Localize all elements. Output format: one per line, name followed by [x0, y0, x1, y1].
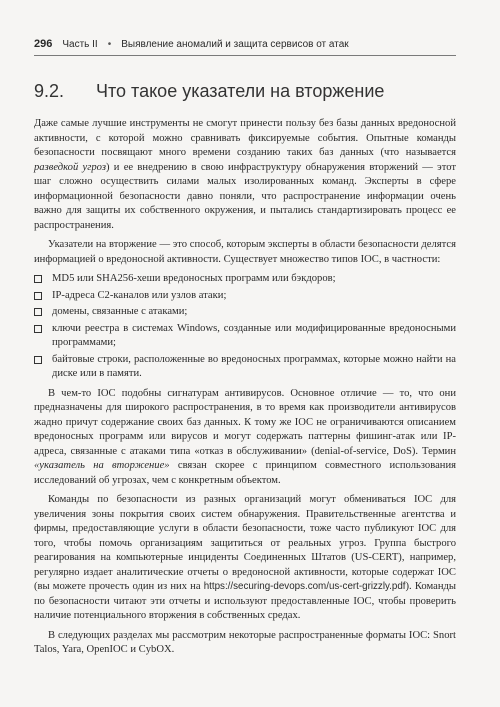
report-url: https://securing-devops.com/us-cert-grizzly.pdf	[203, 581, 406, 592]
list-item	[34, 322, 456, 351]
paragraph-4	[34, 493, 456, 624]
header-separator: •	[107, 39, 112, 50]
section-number: 9.2.	[34, 81, 65, 101]
paragraph-3-text-a: В чем-то IOC подобны сигнатурам антивирусов. Основное отличие — то, что они предназначены для широкого распространения, в то время как производители антивирусов жадно причут содержание своих баз данных. К тому же IOC не ограничиваются описанием вредоносных программ или вирусов и могут содержать паттерны фишинг-атак или IP-адреса, связанные с атаками типа «отказ в обслуживании» (denial-of-service, DoS). Термин	[34, 387, 456, 457]
paragraph-3-text-b: связан скорее с принципом совместного использования исследований об угрозах, чем с конкретным объектом.	[34, 460, 457, 486]
paragraph-1	[34, 117, 456, 233]
list-item-text: домены, связанные с атаками;	[52, 306, 188, 317]
paragraph-4-text-a: Команды по безопасности из разных организаций могут обмениваться IOC для увеличения зоны покрытия своих систем обнаружения. Правительственные агентства и фирмы, предоставляющие услуги в области безопасности, тоже часто публикуют IOC для того, чтобы помочь организациям защититься от реальных угроз. Группа быстрого реагирования на компьютерные инциденты Соединенных Штатов (US-CERT), например, регулярно издает аналитические отчеты о вредоносной активности, которые содержат IOC (вы можете прочесть один из них на	[34, 494, 456, 592]
checkbox-bullet-icon	[34, 325, 42, 333]
running-header	[34, 38, 456, 56]
list-item-text: MD5 или SHA256-хеши вредоносных программ или бэкдоров;	[52, 273, 336, 284]
term-threat-intelligence: разведкой угроз	[34, 161, 106, 173]
paragraph-3	[34, 387, 456, 489]
list-item	[34, 289, 456, 304]
list-item	[34, 272, 456, 287]
term-ioc: «указатель на вторжение»	[34, 460, 170, 471]
page-number: 296	[34, 38, 53, 50]
checkbox-bullet-icon	[34, 292, 42, 300]
paragraph-1-text-a: Даже самые лучшие инструменты не смогут принести пользу без базы данных вредоносной активности, с которой можно сравнивать фиксируемые события. Опытные команды безопасности посвящают много времени созданию таких баз данных (что называется	[34, 118, 456, 158]
list-item	[34, 353, 456, 382]
body-text	[34, 117, 456, 658]
list-item	[34, 305, 456, 320]
part-label: Часть II	[62, 39, 98, 50]
checkbox-bullet-icon	[34, 308, 42, 316]
paragraph-1-text-b: ) и ее внедрению в свою инфраструктуру обнаружения вторжений — этот шаг сложно осуществить силами малых изолированных команд. Эксперты в сфере информационной безопасности давно поняли, что распространение информации очень важно для защиты их собственного окружения, и пытались стандартизировать процесс ее распространения.	[34, 161, 456, 231]
checkbox-bullet-icon	[34, 356, 42, 364]
paragraph-5: В следующих разделах мы рассмотрим некоторые распространенные форматы IOC: Snort Talos, Yara, OpenIOC и CybOX.	[34, 629, 456, 655]
section-title: Что такое указатели на вторжение	[96, 81, 385, 101]
section-heading	[34, 81, 456, 102]
list-item-text: IP-адреса C2-каналов или узлов атаки;	[52, 289, 227, 301]
paragraph-2: Указатели на вторжение — это способ, которым эксперты в области безопасности делятся информацией о вредоносной активности. Существует множество типов IOC, в частности:	[34, 239, 456, 265]
paragraph-4-text-b: ). Команды по безопасности читают эти отчеты и используют предоставленные IOC, чтобы проверить наличие потенциального вторжения в собственных средах.	[34, 581, 457, 621]
list-item-text: байтовые строки, расположенные во вредоносных программах, которые можно найти на диске или в памяти.	[52, 353, 456, 379]
checkbox-bullet-icon	[34, 275, 42, 283]
list-item-text: ключи реестра в системах Windows, созданные или модифицированные вредоносными программами;	[52, 322, 456, 348]
ioc-types-list	[34, 272, 456, 382]
chapter-title: Выявление аномалий и защита сервисов от атак	[121, 39, 349, 50]
